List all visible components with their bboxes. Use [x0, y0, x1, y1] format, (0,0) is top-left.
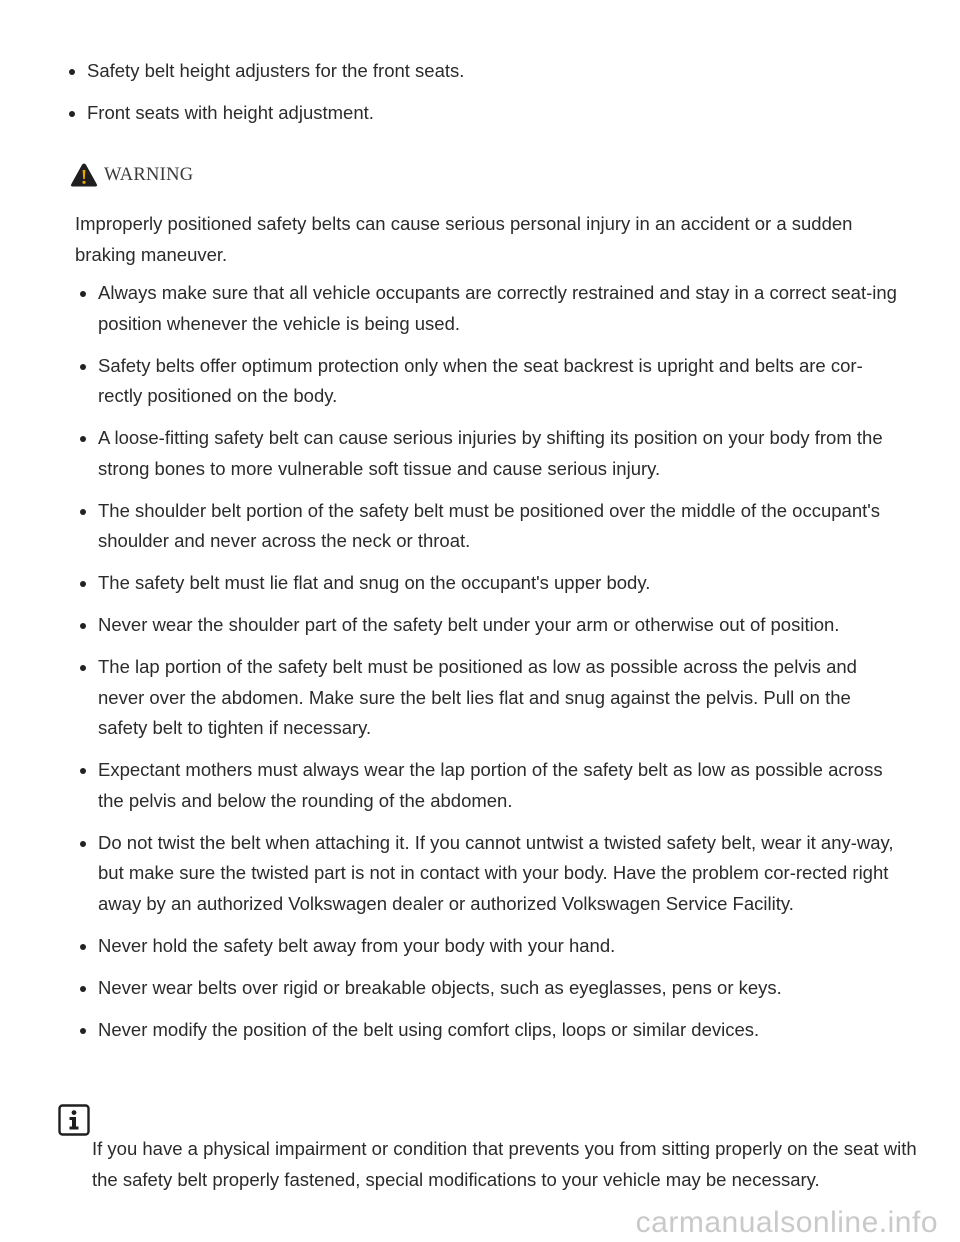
warning-bullet-list — [0, 278, 960, 1057]
list-item — [0, 610, 960, 641]
warning-intro-text: Improperly positioned safety belts can cause serious personal injury in an accident or a sudden braking maneuver. — [75, 213, 853, 265]
bullet-icon — [80, 1028, 86, 1034]
list-item — [0, 278, 960, 339]
watermark: carmanualsonline.info — [635, 1206, 938, 1239]
bullet-icon — [80, 291, 86, 297]
list-item-text: The safety belt must lie flat and snug on the occupant's upper body. — [98, 572, 651, 593]
list-item-text: A loose-fitting safety belt can cause serious injuries by shifting its position on your body from the strong bones to more vulnerable soft tissue and cause serious injury. — [98, 427, 883, 479]
list-item-text: Safety belts offer optimum protection only when the seat backrest is upright and belts are cor-rectly positioned on the body. — [98, 354, 863, 406]
list-item-text: The lap portion of the safety belt must be positioned as low as possible across the pelvis and never over the abdomen. Make sure the belt lies flat and snug against the pelvis. Pull on the safety belt to tighten if necessary. — [98, 656, 857, 738]
warning-header — [70, 160, 193, 190]
bullet-icon — [80, 509, 86, 515]
bullet-icon — [80, 841, 86, 847]
list-item-text: Never hold the safety belt away from your body with your hand. — [98, 934, 616, 956]
bullet-icon — [80, 944, 86, 950]
bullet-icon — [80, 436, 86, 442]
warning-title: WARNING — [104, 164, 194, 185]
list-item — [0, 973, 960, 1004]
list-item — [0, 1015, 960, 1046]
list-item-text: Safety belt height adjusters for the front seats. — [87, 60, 465, 81]
list-item — [0, 568, 960, 599]
list-item — [0, 828, 960, 920]
list-item-text: Do not twist the belt when attaching it. If you cannot untwist a twisted safety belt, wear it any-way, but make sure the twisted part is not in contact with your body. Have the problem cor-rected right away by an authorized Volkswagen dealer or authorized Volkswagen Service Facility. — [98, 831, 894, 914]
list-item — [0, 496, 960, 557]
list-item — [0, 652, 960, 744]
bullet-icon — [80, 665, 86, 671]
list-item — [0, 56, 960, 86]
list-item — [0, 423, 960, 484]
list-item — [0, 351, 960, 412]
list-item-text: The shoulder belt portion of the safety belt must be positioned over the middle of the occupant's shoulder and never across the neck or throat. — [98, 499, 881, 551]
list-item-text: Front seats with height adjustment. — [87, 102, 374, 123]
bullet-icon — [80, 768, 86, 774]
list-item-text: Never modify the position of the belt using comfort clips, loops or similar devices. — [98, 1018, 760, 1040]
bullet-icon — [80, 986, 86, 992]
bullet-icon — [80, 623, 86, 629]
bullet-icon — [69, 111, 75, 117]
info-note-text: If you have a physical impairment or condition that prevents you from sitting properly on the seat with the safety belt properly fastened, special modifications to your vehicle may be necessary. — [92, 1138, 917, 1190]
list-item — [0, 755, 960, 816]
list-item — [0, 931, 960, 962]
list-item-text: Never wear belts over rigid or breakable objects, such as eyeglasses, pens or keys. — [98, 976, 782, 998]
list-item-text: Always make sure that all vehicle occupants are correctly restrained and stay in a correct seat-ing position whenever the vehicle is being used. — [98, 282, 897, 334]
info-icon — [58, 1104, 90, 1136]
warning-triangle-icon — [70, 162, 98, 188]
bullet-icon — [80, 581, 86, 587]
list-item-text: Expectant mothers must always wear the lap portion of the safety belt as low as possible across the pelvis and below the rounding of the abdomen. — [98, 759, 883, 811]
intro-bullet-list — [0, 56, 960, 140]
bullet-icon — [80, 364, 86, 370]
list-item — [0, 98, 960, 128]
bullet-icon — [69, 69, 75, 75]
list-item-text: Never wear the shoulder part of the safety belt under your arm or otherwise out of position. — [98, 614, 840, 635]
